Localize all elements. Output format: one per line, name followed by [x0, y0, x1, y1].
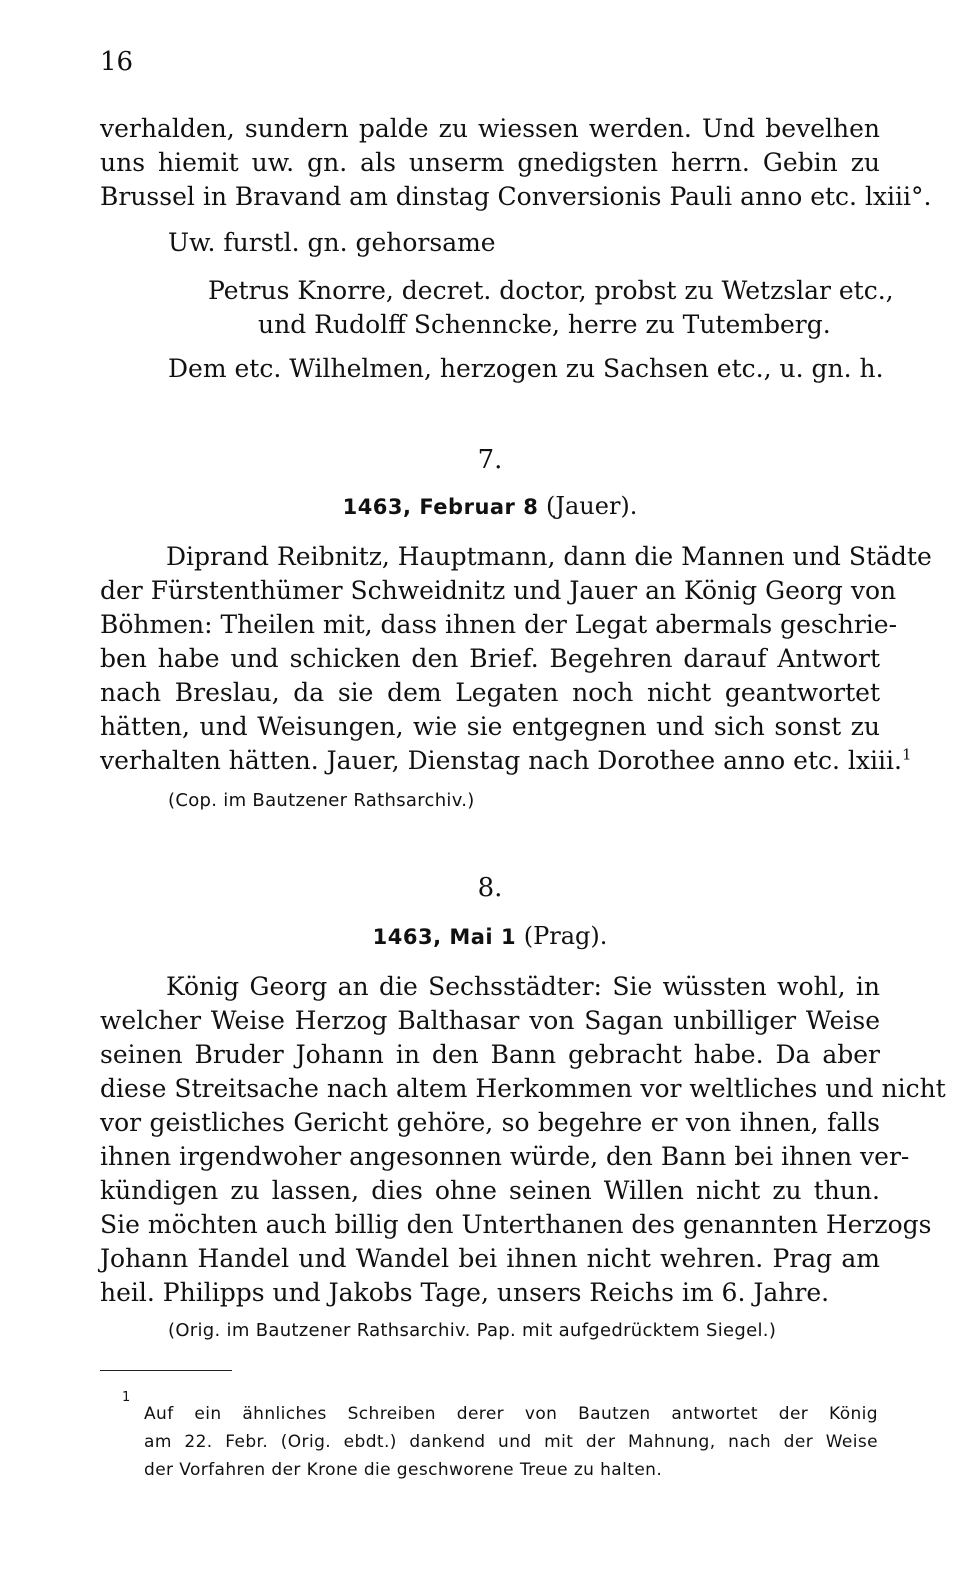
text-line-last	[100, 744, 912, 778]
text-line: Johann Handel und Wandel bei ihnen nicht wehren. Prag am	[100, 1244, 880, 1273]
source-note: (Orig. im Bautzener Rathsarchiv. Pap. mit aufgedrücktem Siegel.)	[168, 1320, 777, 1341]
text-line: welcher Weise Herzog Balthasar von Sagan unbilliger Weise	[100, 1006, 880, 1035]
text-line: König Georg an die Sechsstädter: Sie wüssten wohl, in	[166, 972, 880, 1001]
letter-continuation	[100, 112, 932, 214]
summary-paragraph	[100, 540, 932, 778]
signature-line: Petrus Knorre, decret. doctor, probst zu Wetzslar etc.,	[208, 276, 894, 305]
text-line: der Fürstenthümer Schweidnitz und Jauer an König Georg von	[100, 576, 897, 605]
footnote-divider	[100, 1370, 232, 1371]
text-line: vor geistliches Gericht gehöre, so begehre er von ihnen, falls	[100, 1108, 880, 1137]
text-line: nach Breslau, da sie dem Legaten noch nicht geantwortet	[100, 678, 880, 707]
document-number: 7.	[477, 445, 503, 475]
text-line: Diprand Reibnitz, Hauptmann, dann die Mannen und Städte	[166, 542, 932, 571]
letter-paragraph	[100, 112, 932, 214]
letter-salutation: Uw. furstl. gn. gehorsame	[168, 228, 496, 257]
text-line: Brussel in Bravand am dinstag Conversionis Pauli anno etc. lxiii°.	[100, 182, 932, 211]
footnote	[100, 1390, 878, 1484]
document-date-bold: 1463, Februar 8	[342, 495, 539, 519]
text-line: hätten, und Weisungen, wie sie entgegnen und sich sonst zu	[100, 712, 880, 741]
text-line: kündigen zu lassen, dies ohne seinen Willen nicht zu thun.	[100, 1176, 880, 1205]
letter-address: Dem etc. Wilhelmen, herzogen zu Sachsen etc., u. gn. h.	[168, 354, 884, 383]
footnote-line: der Vorfahren der Krone die geschworene Treue zu halten.	[144, 1460, 663, 1480]
signature-line: und Rudolff Schenncke, herre zu Tutemberg.	[258, 310, 831, 339]
document-place: (Prag).	[523, 922, 608, 950]
footnote-reference: 1	[901, 745, 912, 764]
document-date-bold: 1463, Mai 1	[372, 925, 517, 949]
text-line: seinen Bruder Johann in den Bann gebracht habe. Da aber	[100, 1040, 880, 1069]
document-summary	[100, 540, 932, 778]
page-number: 16	[100, 47, 134, 77]
document-place: (Jauer).	[545, 492, 638, 520]
footnote-line: am 22. Febr. (Orig. ebdt.) dankend und mit der Mahnung, nach der Weise	[144, 1432, 878, 1452]
text-line: verhalten hätten. Jauer, Dienstag nach Dorothee anno etc. lxiii.	[100, 746, 902, 775]
text-line: ben habe und schicken den Brief. Begehren darauf Antwort	[100, 644, 880, 673]
source-note: (Cop. im Bautzener Rathsarchiv.)	[168, 790, 475, 811]
text-line: diese Streitsache nach altem Herkommen vor weltliches und nicht	[100, 1074, 946, 1103]
summary-paragraph	[100, 970, 946, 1310]
text-line: uns hiemit uw. gn. als unserm gnedigsten herrn. Gebin zu	[100, 148, 880, 177]
text-line: ihnen irgendwoher angesonnen würde, den Bann bei ihnen ver-	[100, 1142, 910, 1171]
document-summary	[100, 970, 946, 1310]
document-date	[0, 490, 960, 523]
footnote-line: 1 Auf ein ähnliches Schreiben derer von Bautzen antwortet der König	[100, 1400, 878, 1428]
document-date	[0, 920, 960, 953]
text-line: Böhmen: Theilen mit, dass ihnen der Legat abermals geschrie-	[100, 610, 898, 639]
document-number: 8.	[477, 873, 503, 903]
footnote-text: Auf ein ähnliches Schreiben derer von Bautzen antwortet der König	[144, 1404, 878, 1424]
text-line: heil. Philipps und Jakobs Tage, unsers Reichs im 6. Jahre.	[100, 1278, 830, 1307]
text-line: Sie möchten auch billig den Unterthanen des genannten Herzogs	[100, 1210, 932, 1239]
text-line: verhalden, sundern palde zu wiessen werden. Und bevelhen	[100, 114, 880, 143]
